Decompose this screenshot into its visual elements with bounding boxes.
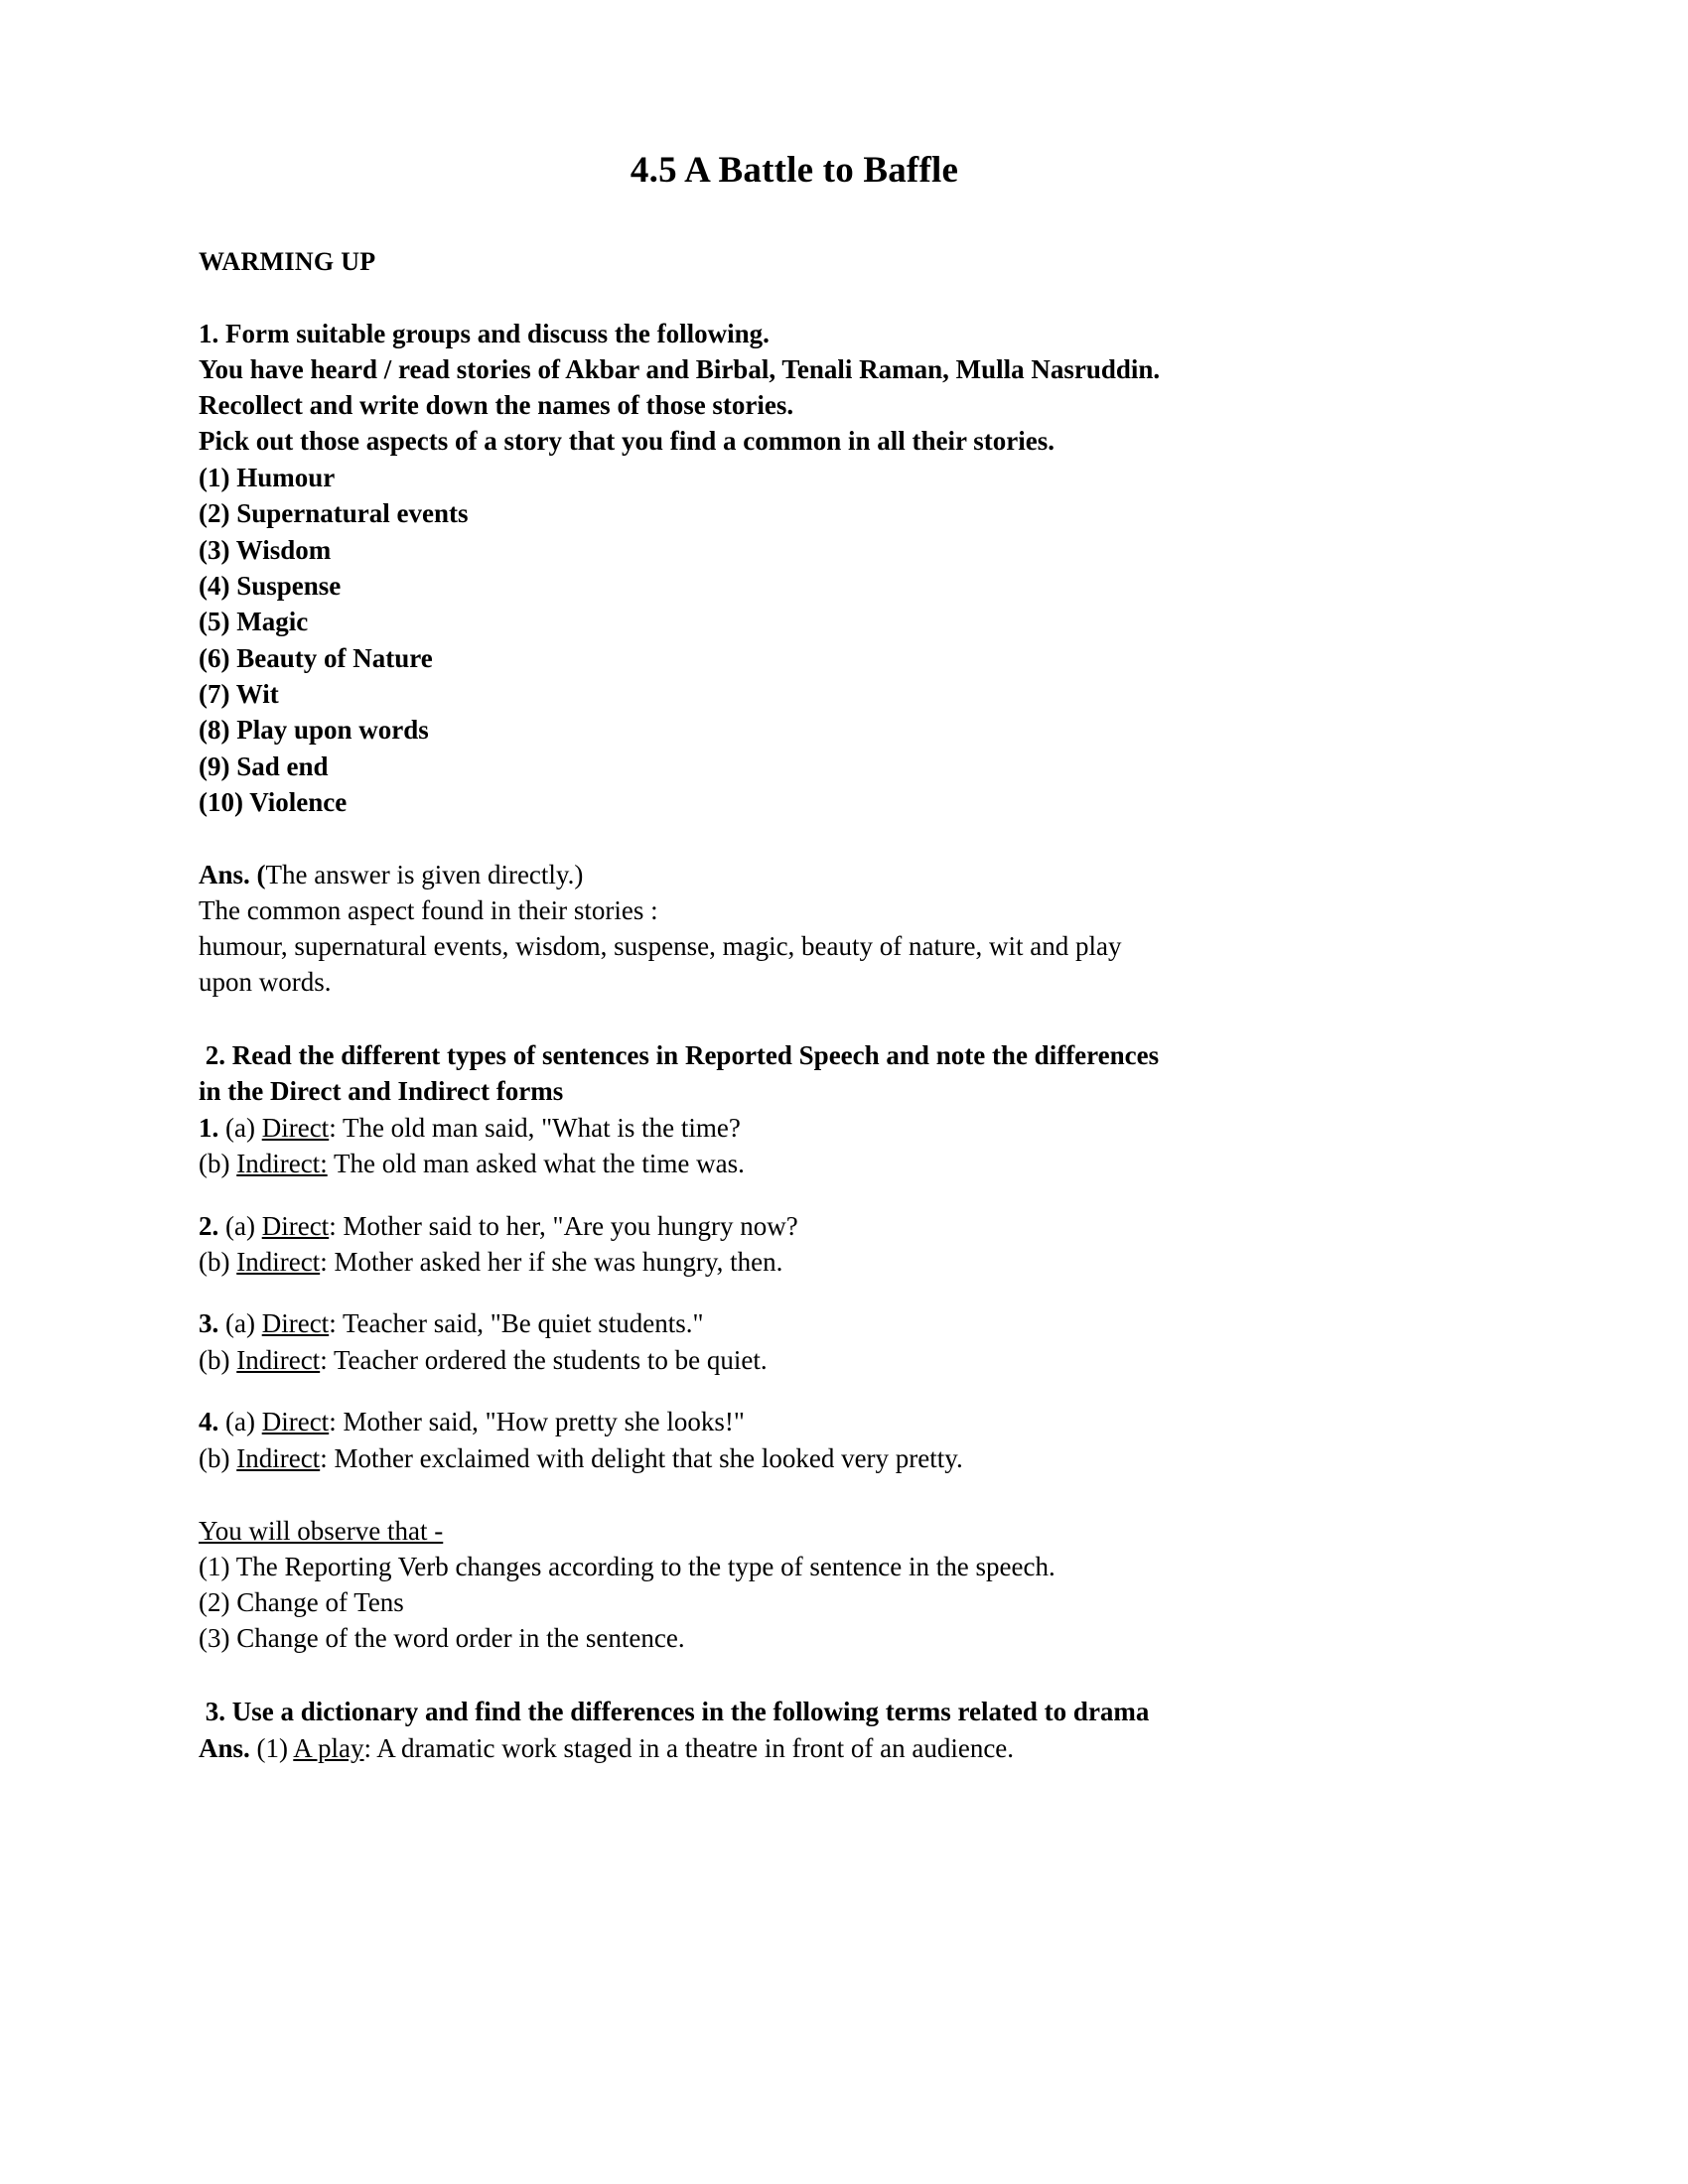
indirect-label: Indirect <box>236 1344 321 1375</box>
example-3-direct <box>199 1305 1509 1341</box>
indirect-text: : Mother exclaimed with delight that she looked very pretty. <box>320 1442 963 1473</box>
observation-item: (2) Change of Tens <box>199 1586 404 1617</box>
answer-item-number: (1) <box>256 1732 294 1763</box>
answer-1-label-line <box>199 858 1509 893</box>
example-number: 2. <box>199 1210 219 1241</box>
answer-definition: : A dramatic work staged in a theatre in front of an audience. <box>363 1732 1015 1763</box>
direct-label: Direct <box>261 1407 330 1437</box>
direct-prefix: (a) <box>218 1308 262 1339</box>
spacer <box>199 1476 1509 1514</box>
indirect-label: Indirect: <box>236 1149 328 1179</box>
list-item: (3) Wisdom <box>199 534 332 565</box>
example-number: 3. <box>199 1308 219 1339</box>
direct-prefix: (a) <box>218 1112 262 1143</box>
question-1-line-3: Recollect and write down the names of those stories. <box>199 390 794 421</box>
indirect-prefix: (b) <box>199 1344 237 1375</box>
direct-label: Direct <box>261 1308 330 1339</box>
spacer <box>199 1182 1509 1208</box>
direct-label: Direct <box>261 1112 330 1143</box>
indirect-text: The old man asked what the time was. <box>327 1149 745 1179</box>
indirect-text: : Teacher ordered the students to be quiet. <box>320 1344 768 1375</box>
question-3-heading: 3. Use a dictionary and find the differences in the following terms related to drama <box>199 1696 1150 1726</box>
question-2-heading-line-1: 2. Read the different types of sentences in Reported Speech and note the differences <box>199 1039 1160 1070</box>
answer-label: Ans. ( <box>199 860 266 890</box>
list-item: (10) Violence <box>199 786 348 817</box>
list-item: (1) Humour <box>199 463 336 493</box>
indirect-prefix: (b) <box>199 1442 237 1473</box>
page-title: 4.5 A Battle to Baffle <box>630 150 959 191</box>
answer-note: The answer is given directly.) <box>265 860 584 890</box>
observation-heading-text: You will observe that - <box>199 1516 444 1547</box>
example-number: 1. <box>199 1112 219 1143</box>
question-1-heading: 1. Form suitable groups and discuss the following. <box>199 319 770 349</box>
direct-text: : Teacher said, "Be quiet students." <box>329 1308 704 1339</box>
spacer <box>199 1001 1509 1038</box>
list-item: (5) Magic <box>199 607 309 637</box>
question-1-line-4: Pick out those aspects of a story that you find a common in all their stories. <box>199 426 1055 457</box>
list-item: (8) Play upon words <box>199 715 429 746</box>
warming-up-heading: WARMING UP <box>199 247 376 277</box>
direct-prefix: (a) <box>218 1407 262 1437</box>
direct-prefix: (a) <box>218 1210 262 1241</box>
observation-heading <box>199 1514 1509 1550</box>
answer-1-line-3: upon words. <box>199 966 332 997</box>
example-1-indirect <box>199 1146 1509 1181</box>
spacer <box>199 1657 1509 1695</box>
answer-1-line-2: humour, supernatural events, wisdom, suspense, magic, beauty of nature, wit and play <box>199 931 1122 962</box>
list-item: (9) Sad end <box>199 751 329 781</box>
indirect-text: : Mother asked her if she was hungry, then. <box>320 1246 783 1277</box>
indirect-prefix: (b) <box>199 1246 237 1277</box>
indirect-prefix: (b) <box>199 1149 237 1179</box>
example-1-direct <box>199 1110 1509 1146</box>
question-3-answer <box>199 1730 1509 1766</box>
list-item: (2) Supernatural events <box>199 498 469 529</box>
example-2-direct <box>199 1208 1509 1244</box>
list-item: (7) Wit <box>199 678 279 709</box>
answer-label: Ans. <box>199 1732 257 1763</box>
spacer <box>199 1280 1509 1305</box>
observation-item: (3) Change of the word order in the sentence. <box>199 1622 685 1653</box>
example-4-direct <box>199 1404 1509 1439</box>
direct-text: : Mother said to her, "Are you hungry now? <box>329 1210 798 1241</box>
spacer <box>199 820 1509 858</box>
indirect-label: Indirect <box>236 1246 321 1277</box>
direct-label: Direct <box>261 1210 330 1241</box>
answer-term: A play <box>293 1732 364 1763</box>
spacer <box>199 193 1509 244</box>
list-item: (6) Beauty of Nature <box>199 642 433 673</box>
example-2-indirect <box>199 1244 1509 1280</box>
example-3-indirect <box>199 1342 1509 1378</box>
question-1-line-2: You have heard / read stories of Akbar and Birbal, Tenali Raman, Mulla Nasruddin. <box>199 354 1161 385</box>
spacer <box>199 1378 1509 1404</box>
answer-1-line-1: The common aspect found in their stories : <box>199 895 658 926</box>
observation-item: (1) The Reporting Verb changes according to the type of sentence in the speech. <box>199 1552 1055 1582</box>
question-2-heading-line-2: in the Direct and Indirect forms <box>199 1075 564 1106</box>
list-item: (4) Suspense <box>199 571 342 602</box>
direct-text: : Mother said, "How pretty she looks!" <box>329 1407 745 1437</box>
example-4-indirect <box>199 1440 1509 1476</box>
example-number: 4. <box>199 1407 219 1437</box>
direct-text: : The old man said, "What is the time? <box>329 1112 741 1143</box>
indirect-label: Indirect <box>236 1442 321 1473</box>
spacer <box>199 279 1509 317</box>
